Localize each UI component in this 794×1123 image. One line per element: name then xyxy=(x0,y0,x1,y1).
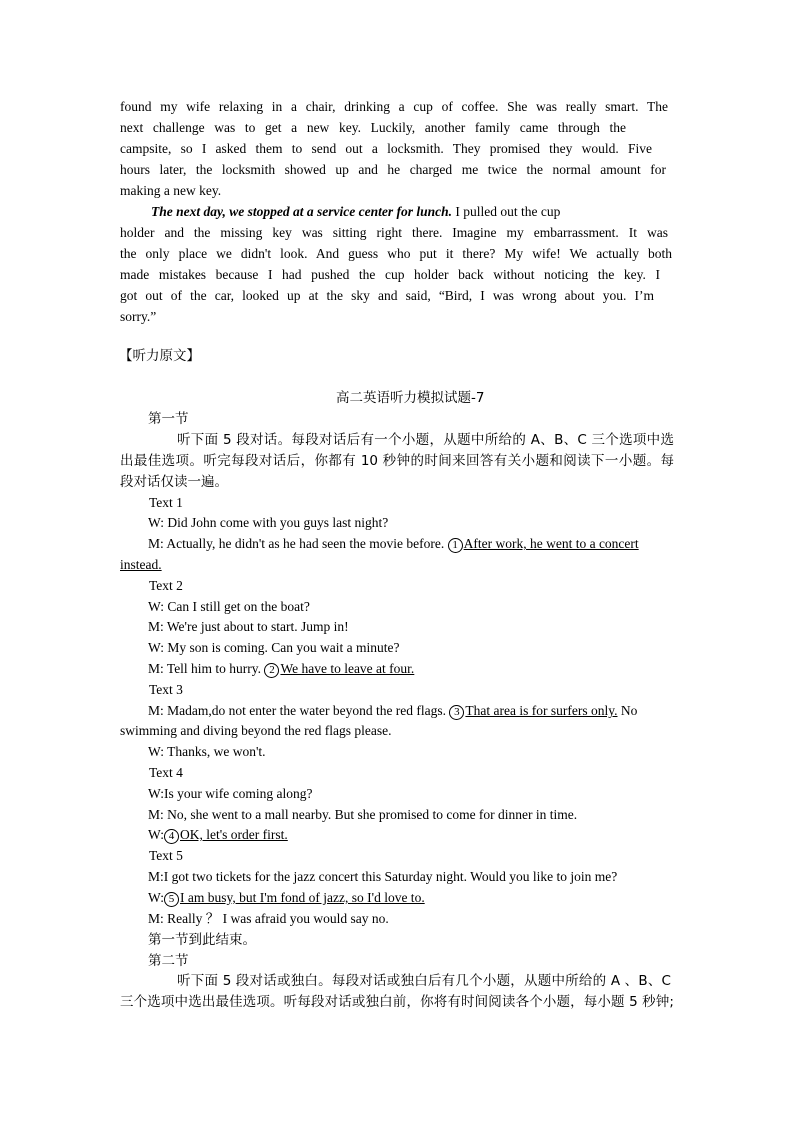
key-sentence xyxy=(449,703,617,718)
key-sentence xyxy=(448,536,639,551)
passage-line: next challenge was to get a new key. Luckily, another family came through the xyxy=(120,120,626,135)
dialogue-line xyxy=(148,701,637,721)
dialogue-line xyxy=(148,825,288,845)
dialogue-line: W: My son is coming. Can you wait a minute? xyxy=(148,640,400,655)
dialogue-text: W: xyxy=(148,890,164,905)
part1-instruction: 听下面 5 段对话。每段对话后有一个小题，从题中所给的 A、B、C 三个选项中选 xyxy=(177,432,674,448)
dialogue-line: M:I got two tickets for the jazz concert this Saturday night. Would you like to join me? xyxy=(148,869,618,884)
part2-instruction: 听下面 5 段对话或独白。每段对话或独白后有几个小题，从题中所给的 A 、B、C xyxy=(177,973,671,989)
number-circle: 5 xyxy=(164,892,179,907)
part2-instruction: 三个选项中选出最佳选项。听每段对话或独白前，你将有时间阅读各个小题，每小题 5 秒钟; xyxy=(120,994,674,1010)
section-heading: 【听力原文】 xyxy=(119,348,200,364)
passage-text: I pulled out the cup xyxy=(451,204,561,219)
dialogue-line: M: No, she went to a mall nearby. But she promised to come for dinner in time. xyxy=(148,807,578,822)
key-sentence-cont: instead. xyxy=(120,557,162,572)
text3-label: Text 3 xyxy=(149,682,183,697)
dialogue-line xyxy=(148,534,639,554)
dialogue-line: M: We're just about to start. Jump in! xyxy=(148,619,349,634)
dialogue-text: M: Actually, he didn't as he had seen the movie before. xyxy=(148,536,445,551)
dialogue-line xyxy=(148,659,414,679)
text2-label: Text 2 xyxy=(149,578,183,593)
part1-instruction: 段对话仅读一遍。 xyxy=(120,474,228,490)
passage-line: the only place we didn't look. And guess who put it there? My wife! We actually both xyxy=(120,246,672,261)
text1-label: Text 1 xyxy=(149,495,183,510)
key-sentence-text: That area is for surfers only. xyxy=(465,703,618,718)
passage-line: sorry.” xyxy=(120,309,157,324)
passage-line: campsite, so I asked them to send out a locksmith. They promised they would. Five xyxy=(120,141,652,156)
number-circle: 2 xyxy=(264,663,279,678)
dialogue-line: W: Did John come with you guys last night? xyxy=(148,515,389,530)
dialogue-text: M: Madam,do not enter the water beyond the red flags. xyxy=(148,703,447,718)
part1-instruction: 出最佳选项。听完每段对话后，你都有 10 秒钟的时间来回答有关小题和阅读下一小题。每 xyxy=(120,453,674,469)
passage-line: found my wife relaxing in a chair, drinking a cup of coffee. She was really smart. The xyxy=(120,99,668,114)
passage-paragraph-start xyxy=(151,202,560,222)
dialogue-line: W: Can I still get on the boat? xyxy=(148,599,310,614)
key-sentence-text: OK, let's order first. xyxy=(180,827,288,842)
key-sentence xyxy=(264,661,414,676)
test-title: 高二英语听力模拟试题-7 xyxy=(336,390,485,406)
dialogue-line: W:Is your wife coming along? xyxy=(148,786,313,801)
dialogue-text: W: xyxy=(148,827,164,842)
key-sentence xyxy=(164,890,425,905)
number-circle: 4 xyxy=(164,829,179,844)
text5-label: Text 5 xyxy=(149,848,183,863)
passage-line: hours later, the locksmith showed up and he charged me twice the normal amount for xyxy=(120,162,666,177)
dialogue-text: No xyxy=(617,703,638,718)
key-sentence-text: After work, he went to a concert xyxy=(463,536,639,551)
part1-end: 第一节到此结束。 xyxy=(148,932,256,948)
passage-line: making a new key. xyxy=(120,183,222,198)
key-sentence xyxy=(164,827,288,842)
key-sentence-text: I am busy, but I'm fond of jazz, so I'd love to. xyxy=(180,890,425,905)
passage-line: made mistakes because I had pushed the cup holder back without noticing the key. I xyxy=(120,267,660,282)
dialogue-text: M: Tell him to hurry. xyxy=(148,661,262,676)
passage-italic-sentence: The next day, we stopped at a service center for lunch. xyxy=(151,204,452,219)
dialogue-line: swimming and diving beyond the red flags please. xyxy=(120,723,392,738)
passage-line: got out of the car, looked up at the sky and said, “Bird, I was wrong about you. I’m xyxy=(120,288,654,303)
dialogue-line xyxy=(148,888,425,908)
key-sentence-text: We have to leave at four. xyxy=(280,661,415,676)
part1-label: 第一节 xyxy=(148,411,189,427)
text4-label: Text 4 xyxy=(149,765,183,780)
dialogue-line: M: Really ？ I was afraid you would say no. xyxy=(148,911,389,926)
number-circle: 1 xyxy=(448,538,463,553)
passage-line: holder and the missing key was sitting right there. Imagine my embarrassment. It was xyxy=(120,225,668,240)
number-circle: 3 xyxy=(449,705,464,720)
part2-label: 第二节 xyxy=(148,953,189,969)
dialogue-line: W: Thanks, we won't. xyxy=(148,744,266,759)
